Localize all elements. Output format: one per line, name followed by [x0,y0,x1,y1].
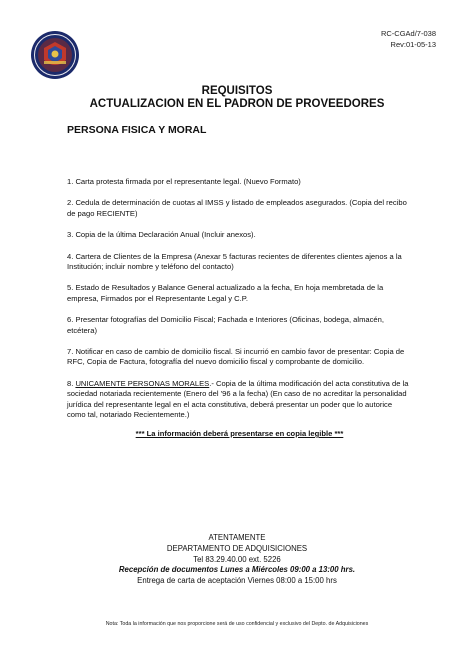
reception-hours: Recepción de documentos Lunes a Miércoles 09:00 a 13:00 hrs. [118,565,356,575]
document-code-number: RC-CGAd/7-038 [380,29,436,38]
delivery-hours: Entrega de carta de aceptación Viernes 08:00 a 15:00 hrs [137,576,337,586]
requirement-item-3: 3. Copia de la última Declaración Anual (Incluir anexos). [67,230,256,240]
requirement-8-text: .- Copia de la última modificación del acta constitutiva de la sociedad notariada recientemente (Enero del '96 a la fecha) (En caso de no acreditar la personalidad jurídica del representante legal en el acta constitutiva, deberá presentar un poder que lo autorice como tal, notariado Recientemente.) [67,378,409,420]
requirement-item-5: 5. Estado de Resultados y Balance General actualizado a la fecha, En hoja membretada de la empresa, Firmados por el Representante Legal y C.P. [67,283,384,303]
university-seal-icon [30,30,80,80]
requirement-item-8 [67,379,412,421]
document-code [381,28,436,50]
legibility-notice: *** La información deberá presentarse en copia legible *** [135,429,344,438]
department-phone: Tel 83.29.40.00 ext. 5226 [193,554,281,564]
confidentiality-footnote: Nota: Toda la información que nos proporcione será de uso confidencial y exclusivo del Depto. de Adquisiciones [105,621,369,627]
requirement-item-1: 1. Carta protesta firmada por el representante legal. (Nuevo Formato) [67,177,301,186]
section-heading: PERSONA FISICA Y MORAL [67,124,207,136]
requirement-item-2: 2. Cedula de determinación de cuotas al IMSS y listado de empleados asegurados. (Copia del recibo de pago RECIENTE) [67,198,407,218]
requirement-item-6: 6. Presentar fotografías del Domicilio Fiscal; Fachada e Interiores (Oficinas, bodega, almacén, etcétera) [67,315,384,335]
closing-salutation: ATENTAMENTE [208,533,266,542]
closing-block [0,533,474,587]
document-revision: Rev:01-05-13 [390,40,436,49]
requirement-8-number: 8. [67,378,76,388]
page-title [0,85,474,111]
department-name: DEPARTAMENTO DE ADQUISICIONES [166,543,308,553]
requirement-item-7: 7. Notificar en caso de cambio de domicilio fiscal. Si incurrió en cambio favor de presentar: Copia de RFC, Copia de Factura, fotografía del nuevo domicilio fiscal y comprobante de domicilio. [67,347,405,367]
title-line-1: REQUISITOS [201,85,273,97]
title-line-2: ACTUALIZACION EN EL PADRON DE PROVEEDORES [89,98,385,110]
requirements-list [67,177,412,432]
requirement-8-scope: UNICAMENTE PERSONAS MORALES [75,378,210,388]
requirement-item-4: 4. Cartera de Clientes de la Empresa (Anexar 5 facturas recientes de diferentes clientes ajenos a la Institución; incluir nombre y teléfono del contacto) [67,251,402,272]
